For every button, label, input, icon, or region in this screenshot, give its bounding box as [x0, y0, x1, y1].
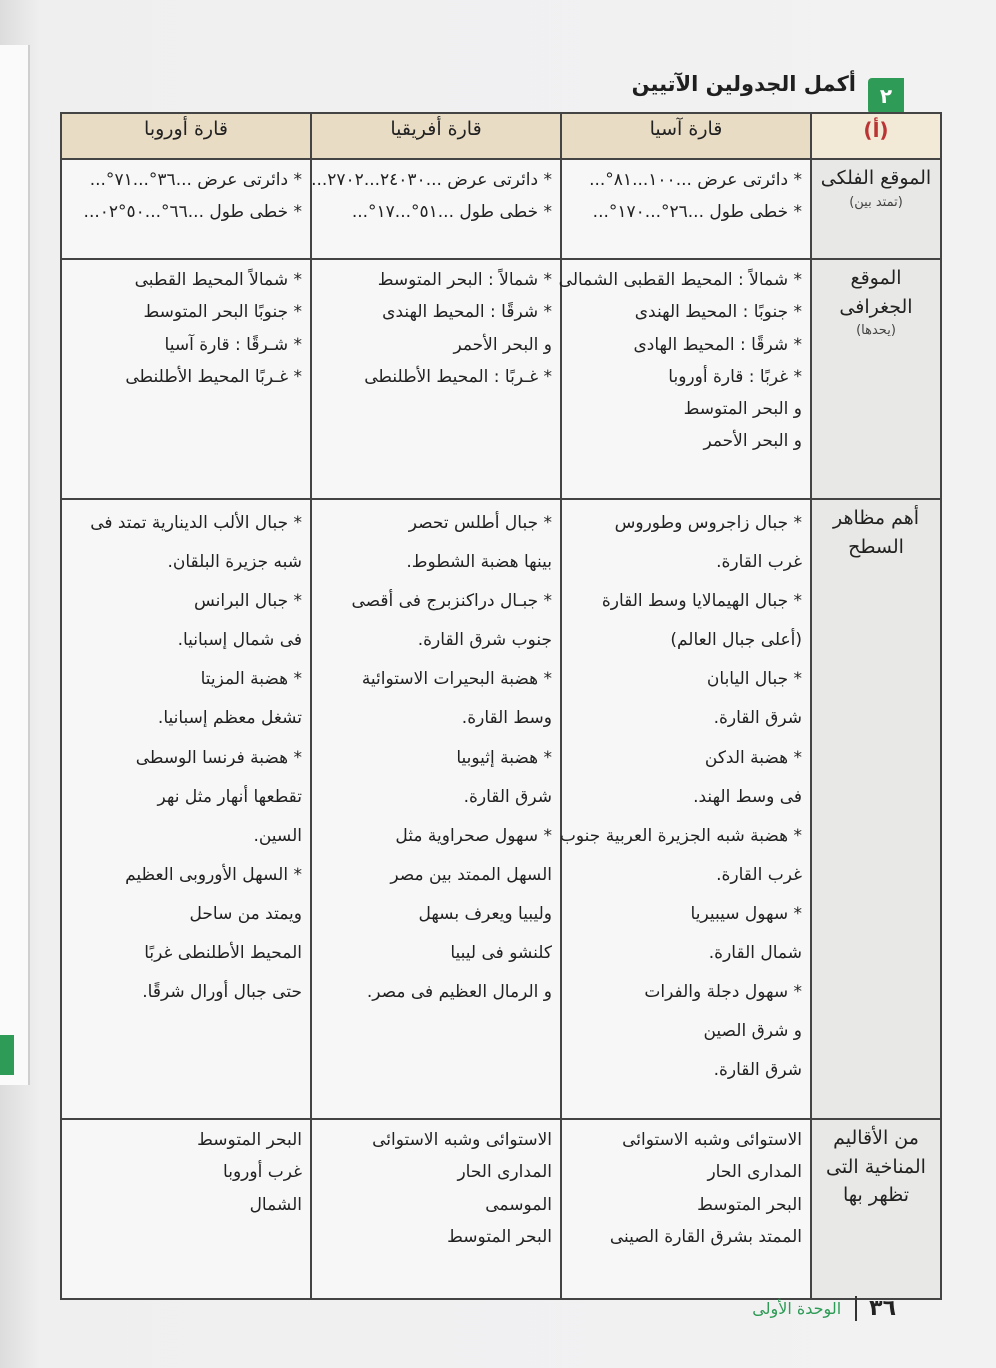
cell-line: جنوب شرق القارة.: [417, 630, 552, 651]
cell-africa-surface[interactable]: [311, 499, 561, 1119]
cell-line: * دائرتى عرض ...٣٦°...٧١°...: [89, 170, 302, 190]
cell-line: * غـربًا المحيط الأطلنطى: [125, 366, 302, 387]
cell-line: * هضبة إثيوبيا: [456, 747, 552, 768]
cell-line: * غـربًا : المحيط الأطلنطى: [364, 366, 552, 387]
cell-line: * جبال زاجروس وطوروس: [614, 513, 802, 533]
cell-line: السين.: [253, 825, 302, 846]
row-head-label: الموقع الفلكى: [820, 167, 932, 189]
column-header-europe: قارة أوروبا: [61, 113, 311, 159]
cell-line: * هضبة شبه الجزيرة العربية جنوب: [559, 825, 802, 846]
cell-europe-geographic[interactable]: [61, 259, 311, 499]
cell-line: شمال القارة.: [708, 943, 802, 964]
row-head-label: من الأقاليم المناخية التى تظهر بها: [826, 1127, 926, 1206]
row-head-note: (تمتد بين): [849, 194, 903, 210]
cell-line: الاستوائى وشبه الاستوائى: [622, 1130, 802, 1150]
cell-line: فى شمال إسبانيا.: [177, 630, 302, 651]
cell-line: و البحر الأحمر: [703, 431, 802, 452]
cell-line: * جبال أطلس تحصر: [408, 513, 552, 533]
table-row-astronomical: [61, 159, 941, 259]
cell-line: * شرقًا : المحيط الهادى: [633, 334, 802, 355]
cell-line: وليبيا ويعرف بسهل: [418, 903, 552, 924]
row-head-astronomical: [811, 159, 941, 259]
section-tab-marker: [0, 1035, 14, 1075]
cell-line: ويمتد من ساحل: [189, 903, 302, 924]
cell-europe-climate[interactable]: [61, 1119, 311, 1299]
table-row-climate: [61, 1119, 941, 1299]
cell-line: * جنوبًا البحر المتوسط: [143, 302, 302, 323]
row-head-note: (يحدها): [856, 323, 896, 338]
cell-line: * شـرقًا : قارة آسيا: [164, 334, 302, 355]
cell-line: الموسمى: [485, 1194, 552, 1215]
exercise-heading: [632, 72, 856, 96]
cell-line: * جبال اليابان: [706, 669, 802, 690]
cell-africa-astronomical[interactable]: [311, 159, 561, 259]
table-row-geographic: [61, 259, 941, 499]
cell-africa-climate[interactable]: [311, 1119, 561, 1299]
cell-asia-climate[interactable]: [561, 1119, 811, 1299]
table-row-surface: [61, 499, 941, 1119]
exercise-number-badge: ٢: [868, 78, 904, 114]
cell-line: المحيط الأطلنطى غربًا: [144, 943, 302, 964]
previous-page-edge: [0, 45, 30, 1085]
row-head-label: الموقع الجغرافى: [839, 267, 913, 318]
cell-line: شرق القارة.: [713, 708, 802, 729]
cell-europe-astronomical[interactable]: [61, 159, 311, 259]
cell-line: * سهول دجلة والفرات: [644, 982, 802, 1003]
cell-line: شرق القارة.: [713, 1060, 802, 1081]
unit-label: الوحدة الأولى: [752, 1299, 842, 1318]
cell-line: و البحر المتوسط: [683, 399, 802, 420]
cell-line: و البحر الأحمر: [453, 334, 552, 355]
cell-line: * السهل الأوروبى العظيم: [125, 864, 302, 885]
cell-line: * شمالاً : البحر المتوسط: [377, 270, 552, 290]
cell-line: السهل الممتد بين مصر: [390, 864, 552, 885]
column-header-asia: قارة آسيا: [561, 113, 811, 159]
cell-asia-surface[interactable]: [561, 499, 811, 1119]
cell-line: * خطى طول ...٦٦°...٥٠°٠٢...: [83, 202, 302, 223]
cell-line: * جنوبًا : المحيط الهندى: [634, 302, 802, 323]
continents-table: [60, 112, 942, 1300]
cell-line: * سهول سيبيريا: [690, 903, 802, 924]
cell-line: * غربًا : قارة أوروبا: [668, 366, 802, 387]
cell-line: و شرق الصين: [703, 1021, 802, 1042]
cell-line: * خطى طول ...٥١°...١٧°...: [351, 202, 552, 223]
cell-line: تقطعها أنهار مثل نهر: [157, 786, 302, 807]
cell-line: * هضبة البحيرات الاستوائية: [361, 669, 552, 690]
cell-line: شرق القارة.: [463, 786, 552, 807]
page-footer: [752, 1296, 896, 1321]
cell-line: شبه جزيرة البلقان.: [167, 552, 302, 573]
cell-line: البحر المتوسط: [447, 1226, 552, 1247]
cell-line: بينها هضبة الشطوط.: [406, 552, 552, 573]
page-number: ٣٦: [855, 1296, 896, 1321]
cell-line: * شرقًا : المحيط الهندى: [382, 302, 552, 323]
cell-asia-geographic[interactable]: [558, 259, 811, 499]
exercise-title: أكمل الجدولين الآتيين: [631, 72, 856, 96]
cell-line: وسط القارة.: [461, 708, 552, 729]
cell-line: الممتد بشرق القارة الصينى: [609, 1226, 802, 1247]
cell-line: * جبال البرانس: [193, 591, 302, 612]
cell-asia-astronomical[interactable]: [561, 159, 811, 259]
cell-line: الشمال: [249, 1194, 302, 1215]
cell-europe-surface[interactable]: [61, 499, 311, 1119]
cell-line: * هضبة المزيتا: [200, 669, 302, 690]
cell-line: * شمالاً : المحيط القطبى الشمالى: [558, 270, 802, 290]
cell-line: المدارى الحار: [457, 1162, 552, 1183]
cell-line: * شمالاً المحيط القطبى: [134, 270, 302, 290]
cell-line: تشغل معظم إسبانيا.: [157, 708, 302, 729]
cell-line: غرب القارة.: [716, 552, 802, 573]
cell-line: غرب القارة.: [716, 864, 802, 885]
cell-line: فى وسط الهند.: [693, 786, 802, 807]
cell-line: غرب أوروبا: [223, 1162, 302, 1183]
table-corner-label: (أ): [811, 113, 941, 159]
row-head-climate: [811, 1119, 941, 1299]
cell-line: (أعلى جبال العالم): [670, 630, 802, 651]
cell-line: * جبال الألب الدينارية تمتد فى: [90, 513, 302, 533]
cell-line: * جبـال دراكنزبرج فى أقصى: [351, 591, 552, 612]
cell-line: كلنشو فى ليبيا: [450, 943, 552, 964]
cell-line: * خطى طول ...٢٦°...١٧٠°...: [592, 202, 802, 223]
cell-line: الاستوائى وشبه الاستوائى: [372, 1130, 552, 1150]
row-head-surface: [811, 499, 941, 1119]
column-header-africa: قارة أفريقيا: [311, 113, 561, 159]
cell-line: البحر المتوسط: [197, 1130, 302, 1150]
cell-line: * هضبة الدكن: [704, 747, 802, 768]
cell-line: البحر المتوسط: [697, 1194, 802, 1215]
cell-line: * دائرتى عرض ...١٠٠...٨١°...: [589, 170, 802, 190]
cell-line: * جبال الهيمالايا وسط القارة: [601, 591, 802, 612]
cell-line: * دائرتى عرض ...٢٤٠٣٠...٢٧٠٢...: [311, 170, 552, 190]
cell-line: * هضبة فرنسا الوسطى: [135, 747, 302, 768]
cell-line: * سهول صحراوية مثل: [395, 825, 552, 846]
row-head-geographic: [811, 259, 941, 499]
cell-line: حتى جبال أورال شرقًا.: [142, 982, 302, 1003]
table-header-row: [61, 113, 941, 159]
row-head-label: أهم مظاهر السطح: [832, 507, 920, 558]
cell-line: و الرمال العظيم فى مصر.: [366, 982, 552, 1003]
cell-line: المدارى الحار: [707, 1162, 802, 1183]
cell-africa-geographic[interactable]: [311, 259, 561, 499]
